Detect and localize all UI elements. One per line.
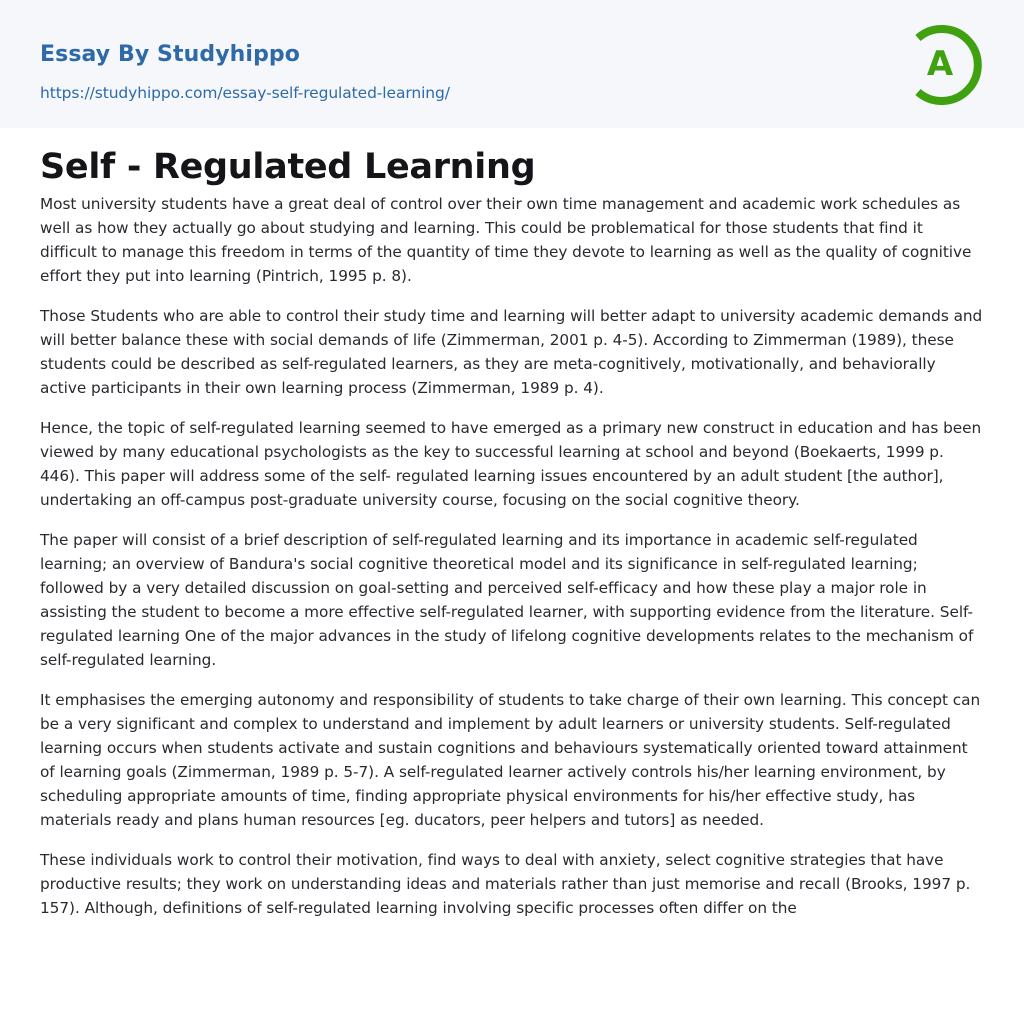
- article-paragraph: It emphasises the emerging autonomy and responsibility of students to take charge of their own learning. This concept can be a very significant and complex to understand and implement by adult learners or university students. Self-regulated learning occurs when students activate and sustain cognitions and behaviours systematically oriented toward attainment of learning goals (Zimmerman, 1989 p. 5-7). A self-regulated learner actively controls his/her learning environment, by scheduling appropriate amounts of time, finding appropriate physical environments for his/her effective study, has materials ready and plans human resources [eg. ducators, peer helpers and tutors] as needed.: [40, 691, 981, 829]
- article-paragraph: Hence, the topic of self-regulated learning seemed to have emerged as a primary new construct in education and has been viewed by many educational psychologists as the key to successful learning at school and beyond (Boekaerts, 1999 p. 446). This paper will address some of the self- regulated learning issues encountered by an adult student [the author], undertaking an off-campus post-graduate university course, focusing on the social cognitive theory.: [40, 419, 982, 509]
- page-title: Self - Regulated Learning: [40, 147, 536, 187]
- article-paragraph: The paper will consist of a brief description of self-regulated learning and its importance in academic self-regulated learning; an overview of Bandura's social cognitive theoretical model and its significance in self-regulated learning; followed by a very detailed discussion on goal-setting and perceived self-efficacy and how these play a major role in assisting the student to become a more effective self-regulated learner, with supporting evidence from the literature. Self- regulated learning One of the major advances in the study of lifelong cognitive developments relates to the mechanism of self-regulated learning.: [40, 531, 974, 669]
- article: [0, 146, 1024, 920]
- site-header: [0, 0, 1024, 128]
- article-paragraph: Most university students have a great deal of control over their own time management and academic work schedules as well as how they actually go about studying and learning. This could be problematical for those students that find it difficult to manage this freedom in terms of the quantity of time they devote to learning as well as the quality of cognitive effort they put into learning (Pintrich, 1995 p. 8).: [40, 195, 972, 285]
- article-paragraph: These individuals work to control their motivation, find ways to deal with anxiety, select cognitive strategies that have productive results; they work on understanding ideas and materials rather than just memorise and recall (Brooks, 1997 p. 157). Although, definitions of self-regulated learning involving specific processes often differ on the: [40, 851, 971, 917]
- studyhippo-logo-icon[interactable]: [905, 14, 993, 110]
- source-url-link[interactable]: https://studyhippo.com/essay-self-regulated-learning/: [40, 84, 450, 102]
- brand-title: Essay By Studyhippo: [40, 42, 300, 67]
- logo-letter: A: [926, 44, 954, 84]
- article-paragraph: Those Students who are able to control their study time and learning will better adapt to university academic demands and will better balance these with social demands of life (Zimmerman, 2001 p. 4-5). According to Zimmerman (1989), these students could be described as self-regulated learners, as they are meta-cognitively, motivationally, and behaviorally active participants in their own learning process (Zimmerman, 1989 p. 4).: [40, 307, 983, 397]
